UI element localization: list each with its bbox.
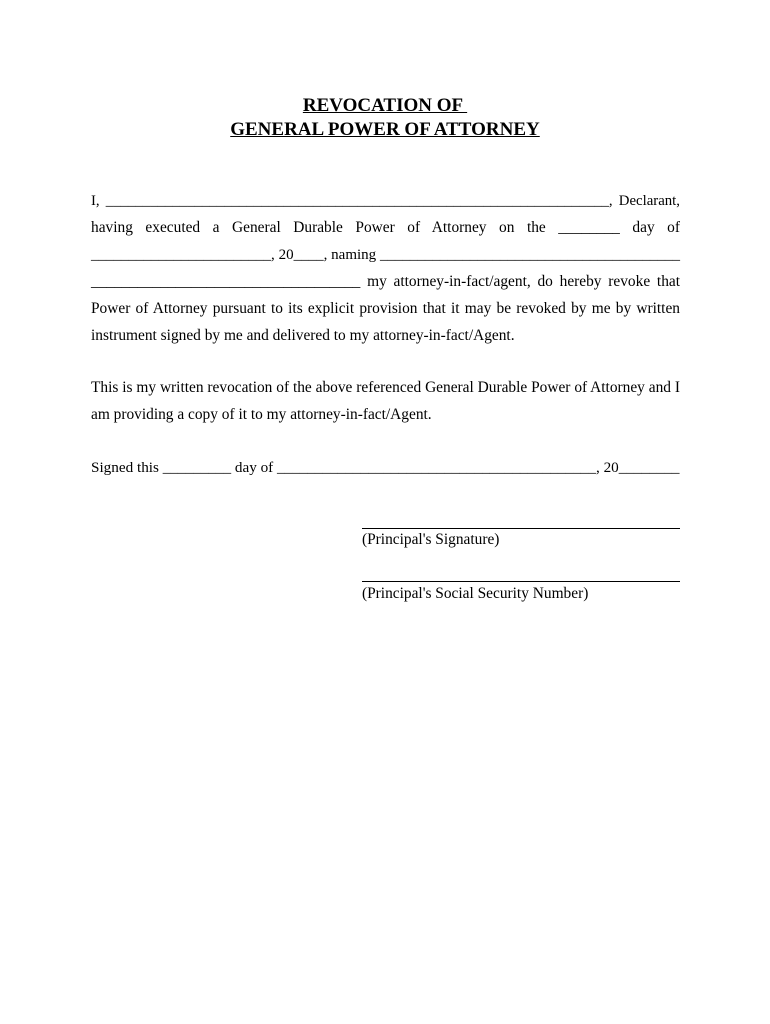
paragraph1-line-5-text: Power of Attorney pursuant to its explicit provision that it may be revoked by me by written — [91, 300, 680, 317]
signed-date-text: Signed this _________ day of __________________________________________, 20________ — [91, 459, 680, 476]
paragraph2-line-2 — [91, 405, 680, 425]
paragraph2-line-1-text: This is my written revocation of the above referenced General Durable Power of Attorney and I — [91, 379, 680, 396]
document-title-line-2: GENERAL POWER OF ATTORNEY — [230, 119, 540, 140]
paragraph1-line-2-text: having executed a General Durable Power of Attorney on the ________ day of — [91, 219, 680, 236]
paragraph1-line-6-text: instrument signed by me and delivered to my attorney-in-fact/Agent. — [91, 327, 515, 344]
paragraph2-line-1 — [91, 378, 680, 398]
paragraph1-line-4-text: ___________________________________ my attorney-in-fact/agent, do hereby revoke that — [91, 273, 680, 290]
principal-ssn-label: (Principal's Social Security Number) — [362, 585, 589, 602]
principal-signature-label: (Principal's Signature) — [362, 531, 500, 548]
paragraph1-line-4 — [91, 272, 680, 292]
principal-ssn-rule — [362, 581, 680, 582]
declarant-line — [91, 191, 680, 211]
paragraph1-line-3-text: ________________________, 20____, naming ________________________________________ — [91, 247, 680, 263]
paragraph1-line-2 — [91, 218, 680, 238]
paragraph1-line-5 — [91, 299, 680, 319]
principal-signature-rule — [362, 528, 680, 529]
paragraph1-line-6 — [91, 326, 680, 346]
declarant-text: I, ____________________________________________________________________, Declarant, — [91, 193, 680, 209]
paragraph2-line-2-text: am providing a copy of it to my attorney-in-fact/Agent. — [91, 406, 432, 423]
paragraph1-line-3 — [91, 245, 680, 265]
signed-date-line — [91, 458, 680, 478]
document-title-line-1: REVOCATION OF — [302, 95, 468, 116]
